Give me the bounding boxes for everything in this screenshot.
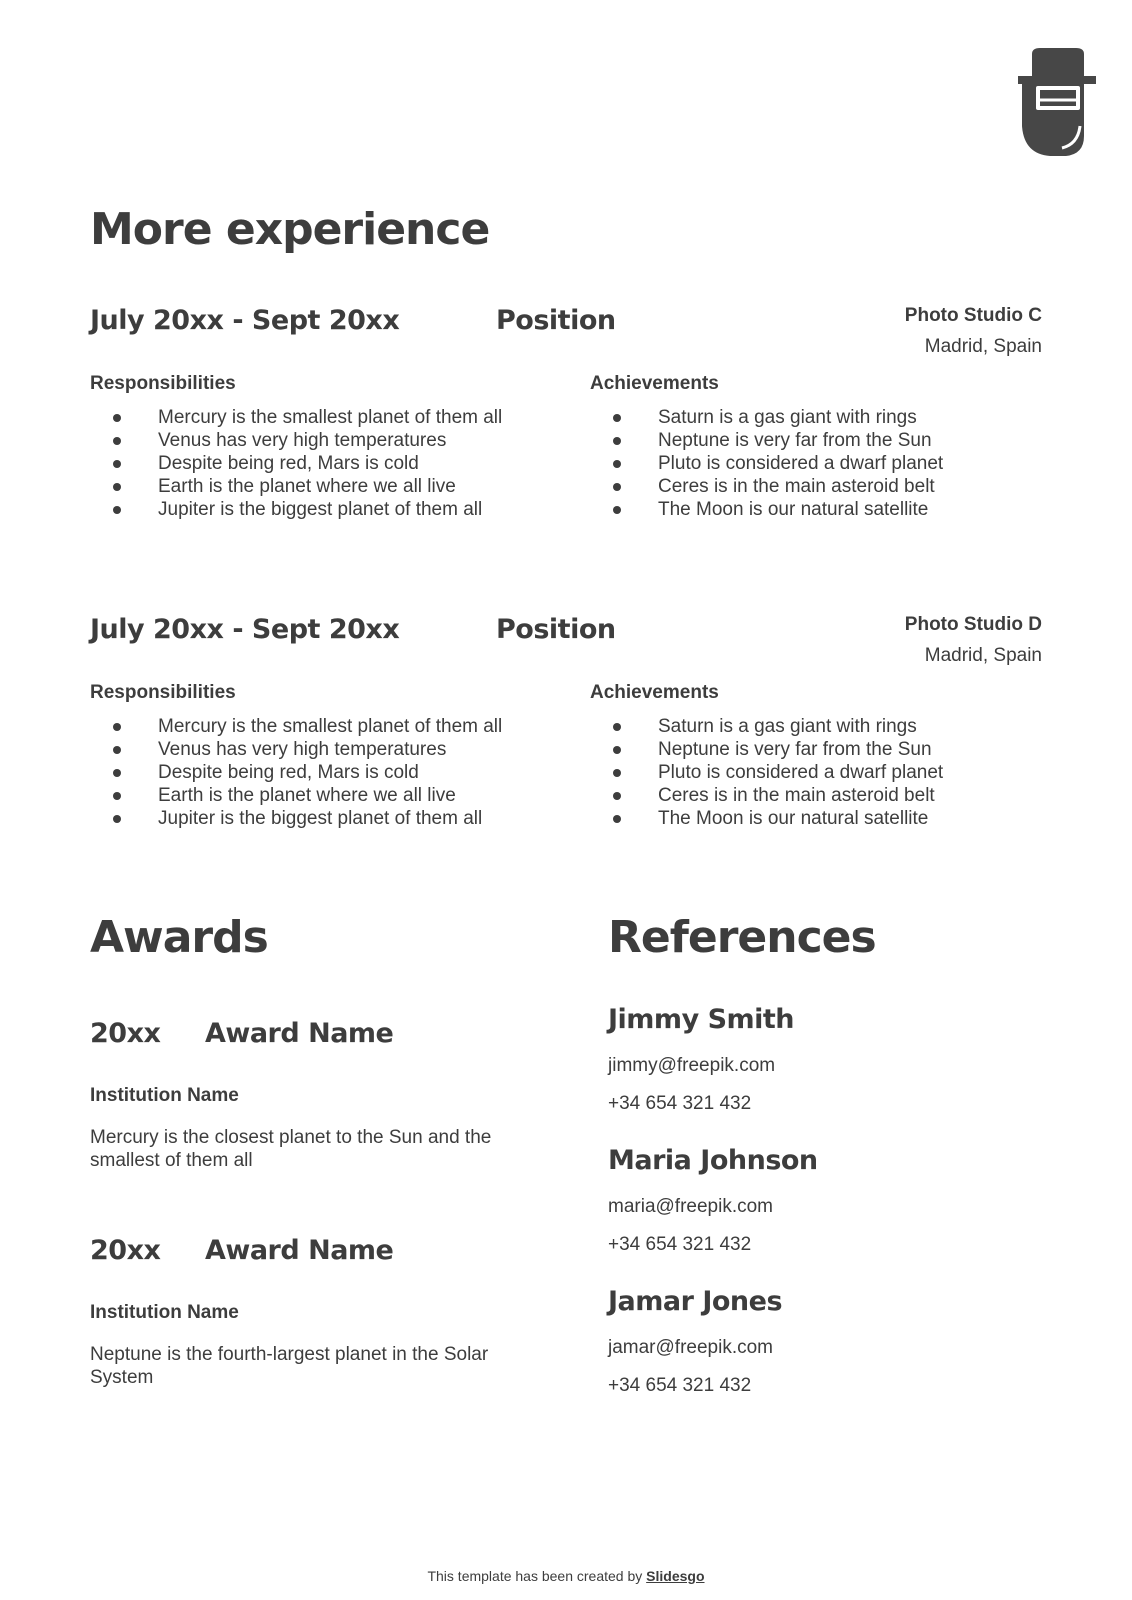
job-company: Photo Studio C (904, 305, 1042, 326)
award-description: Mercury is the closest planet to the Sun and the smallest of them all (90, 1127, 492, 1171)
award-year: 20xx (90, 1235, 161, 1266)
responsibilities-list (90, 406, 502, 521)
achievements-list (590, 715, 943, 830)
list-item: Venus has very high temperatures (90, 738, 502, 761)
list-item: Pluto is considered a dwarf planet (590, 452, 943, 475)
reference-email[interactable]: jamar@freepik.com (608, 1337, 773, 1358)
job-location: Madrid, Spain (924, 645, 1042, 666)
award-name: Award Name (205, 1018, 394, 1049)
responsibilities-label: Responsibilities (90, 682, 236, 703)
job-location: Madrid, Spain (924, 336, 1042, 357)
list-item: Mercury is the smallest planet of them all (90, 715, 502, 738)
list-item: Neptune is very far from the Sun (590, 429, 943, 452)
achievements-label: Achievements (590, 682, 719, 703)
slidesgo-link[interactable]: Slidesgo (646, 1568, 705, 1584)
list-item: Ceres is in the main asteroid belt (590, 475, 943, 498)
reference-name: Maria Johnson (608, 1145, 818, 1176)
list-item: Earth is the planet where we all live (90, 784, 502, 807)
list-item: Ceres is in the main asteroid belt (590, 784, 943, 807)
list-item: Jupiter is the biggest planet of them all (90, 807, 502, 830)
reference-name: Jamar Jones (608, 1286, 783, 1317)
list-item: The Moon is our natural satellite (590, 498, 943, 521)
reference-phone: +34 654 321 432 (608, 1375, 752, 1396)
reference-email[interactable]: jimmy@freepik.com (608, 1055, 776, 1076)
footer-prefix: This template has been created by (427, 1568, 647, 1584)
section-title-awards: Awards (90, 912, 268, 963)
achievements-label: Achievements (590, 373, 719, 394)
section-title-more-experience: More experience (90, 204, 490, 255)
responsibilities-list (90, 715, 502, 830)
award-year: 20xx (90, 1018, 161, 1049)
reference-name: Jimmy Smith (608, 1004, 795, 1035)
list-item: Jupiter is the biggest planet of them all (90, 498, 502, 521)
welding-mask-icon (1018, 46, 1098, 158)
reference-email[interactable]: maria@freepik.com (608, 1196, 773, 1217)
list-item: The Moon is our natural satellite (590, 807, 943, 830)
award-institution: Institution Name (90, 1302, 239, 1323)
job-dates: July 20xx - Sept 20xx (90, 305, 400, 336)
list-item: Neptune is very far from the Sun (590, 738, 943, 761)
job-position: Position (496, 305, 616, 336)
reference-phone: +34 654 321 432 (608, 1234, 752, 1255)
job-dates: July 20xx - Sept 20xx (90, 614, 400, 645)
award-name: Award Name (205, 1235, 394, 1266)
list-item: Earth is the planet where we all live (90, 475, 502, 498)
award-institution: Institution Name (90, 1085, 239, 1106)
reference-phone: +34 654 321 432 (608, 1093, 752, 1114)
footer-credit (0, 1568, 1132, 1584)
list-item: Saturn is a gas giant with rings (590, 715, 943, 738)
responsibilities-label: Responsibilities (90, 373, 236, 394)
job-company: Photo Studio D (904, 614, 1042, 635)
list-item: Venus has very high temperatures (90, 429, 502, 452)
list-item: Despite being red, Mars is cold (90, 452, 502, 475)
achievements-list (590, 406, 943, 521)
award-description: Neptune is the fourth-largest planet in the Solar System (90, 1344, 489, 1388)
job-position: Position (496, 614, 616, 645)
section-title-references: References (608, 912, 876, 963)
list-item: Mercury is the smallest planet of them all (90, 406, 502, 429)
list-item: Saturn is a gas giant with rings (590, 406, 943, 429)
list-item: Despite being red, Mars is cold (90, 761, 502, 784)
list-item: Pluto is considered a dwarf planet (590, 761, 943, 784)
